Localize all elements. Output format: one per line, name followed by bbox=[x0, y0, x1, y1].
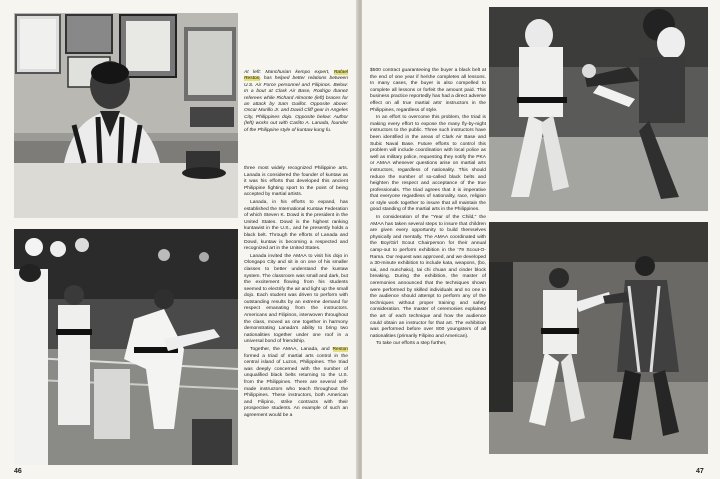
left-last-post: formed a triad of martial arts control in the central island of Luzon, Philippines. The triad was deeply concerned with the number of unqualified black belts returning to the U.S. from the Philippines. There are several self-made instructors who teach throughout the Philippines. These instructors, both American and Filipino, strike contracts with their prospective students. An example of such an agreement would be a bbox=[244, 353, 348, 418]
left-paragraph: three most widely recognized Philippine arts. Lanada is considered the founder of kuntaw as it was his efforts that developed this ancient Philippine fighting sport to the point of being accepted by martial artists. bbox=[244, 166, 348, 198]
photo-author-with-lanada bbox=[489, 222, 708, 454]
page-number-right: 47 bbox=[696, 468, 704, 475]
photo-sparring-headgear bbox=[489, 7, 708, 211]
left-body-column bbox=[244, 166, 348, 421]
right-page bbox=[362, 0, 720, 479]
caption-highlight-name: Rafael Reston bbox=[244, 70, 349, 82]
right-paragraph: To take our efforts a step further, bbox=[376, 341, 447, 347]
right-paragraph: In consideration of the "Year of the Child," the AMAA has taken several steps to insure that children are given every opportunity to build themselves physically and mentally. The AMAA coordinated with the Boy/Girl Scout Chairperson for their annual camp-out to perform exhibition in the '79 Scout-O-Rama. Our request was approved, and we developed a 30-minute exhibition to include kata, weapons, (bo, sai, and nunchaku), tai chi chuan and cinder block breaking. During the exhibition, the master of ceremonies announced that the techniques shown were performed by skilled individuals and no one in the audience should attempt to perform any of the techniques without proper training and safety consideration. The master of ceremonies explained the art of each technique and how the audience could obtain an instructor for that art. The exhibition was performed before over 800 youngsters of all nationalities (primarily Filipino and American). bbox=[370, 215, 486, 339]
left-paragraph: Lanada, in his efforts to expand, has established the International Kuntaw Federation of which Steven K. Dowd is the president in the United States. Dowd is the highest ranking kuntawist in the U.S., and he presently holds a black belt. Through the efforts of Lanada and Dowd, kuntaw is becoming a respected and recognized art in the United States. bbox=[244, 199, 348, 252]
left-paragraph: Lanada invited the AMAA to visit his dojo in Olongapo City and sit in on one of his smaller classes to better understand the kuntaw system. The classroom was small and dark, but the excitement flowing from his students seemed to electrify the air and light up the small dojo. Each student was driven to perform with outstanding results by an extreme demand for respect emanating from the instructors. Americans and Filipinos, interwoven throughout the class, moved as one together in harmony demonstrating Lanada's ability to bring two nationalities together under one roof in a universal bond of friendship. bbox=[244, 253, 348, 345]
photo-bout-clark-air-base bbox=[14, 229, 238, 465]
left-page bbox=[0, 0, 358, 479]
left-highlight-name: Reston bbox=[332, 347, 349, 353]
page-number-left: 46 bbox=[14, 468, 22, 475]
caption-text-2: , has helped better relations between U.S. Air Force personnel and Filipinos. Below: In a bout at Clark Air Base, Rodrigo Ibanez referees while Richard Almonte (left) braces for an attack by Sam Guillot. Opposite above: Oscar Murillo Jr. and David Cliff gear in Angeles City, Philippines dojo. Opposite below: Author (left) works out with Carlito A. Lanada, founder of the Philippine style of kuntaw kung fu. bbox=[244, 76, 348, 133]
right-paragraph: In an effort to overcome this problem, the triad is making every effort to expose the many fly-by-night instructors to the public. Three such instructors have been identified in the areas of Clark Air Base and Subic Naval Base. Future efforts to control this problem will include coordination with local police as well as military police, requesting they notify the PKA or AMAA whenever questions arise on martial arts instructors, regardless of nationality. This should reduce the number of so-called black belts and heighten the respect and acceptance of the true professionals. The triad agrees that it is imperative that everyone regardless of nationality, race, religion or style work together to insure that all maintain the good standing of the martial arts in the Philippines. bbox=[370, 115, 486, 213]
photo-portrait-kempo-expert bbox=[14, 13, 238, 218]
left-caption bbox=[244, 70, 348, 134]
right-body-column bbox=[370, 68, 486, 349]
caption-text-1: At left: Manchurian kempo expert, bbox=[244, 70, 330, 75]
right-paragraph: $500 contract guaranteeing the buyer a black belt at the end of one year if he/she completes all lessons. In many cases, the buyer is also compelled to complete all lessons or forfeit the amount paid. This business practice reportedly has had a direct adverse effect on all true martial arts' instructors in the Philippines, regardless of style. bbox=[370, 68, 486, 113]
left-paragraph-last bbox=[244, 347, 348, 420]
left-last-pre: Together, the AMAA, Lanada, and bbox=[250, 347, 330, 353]
